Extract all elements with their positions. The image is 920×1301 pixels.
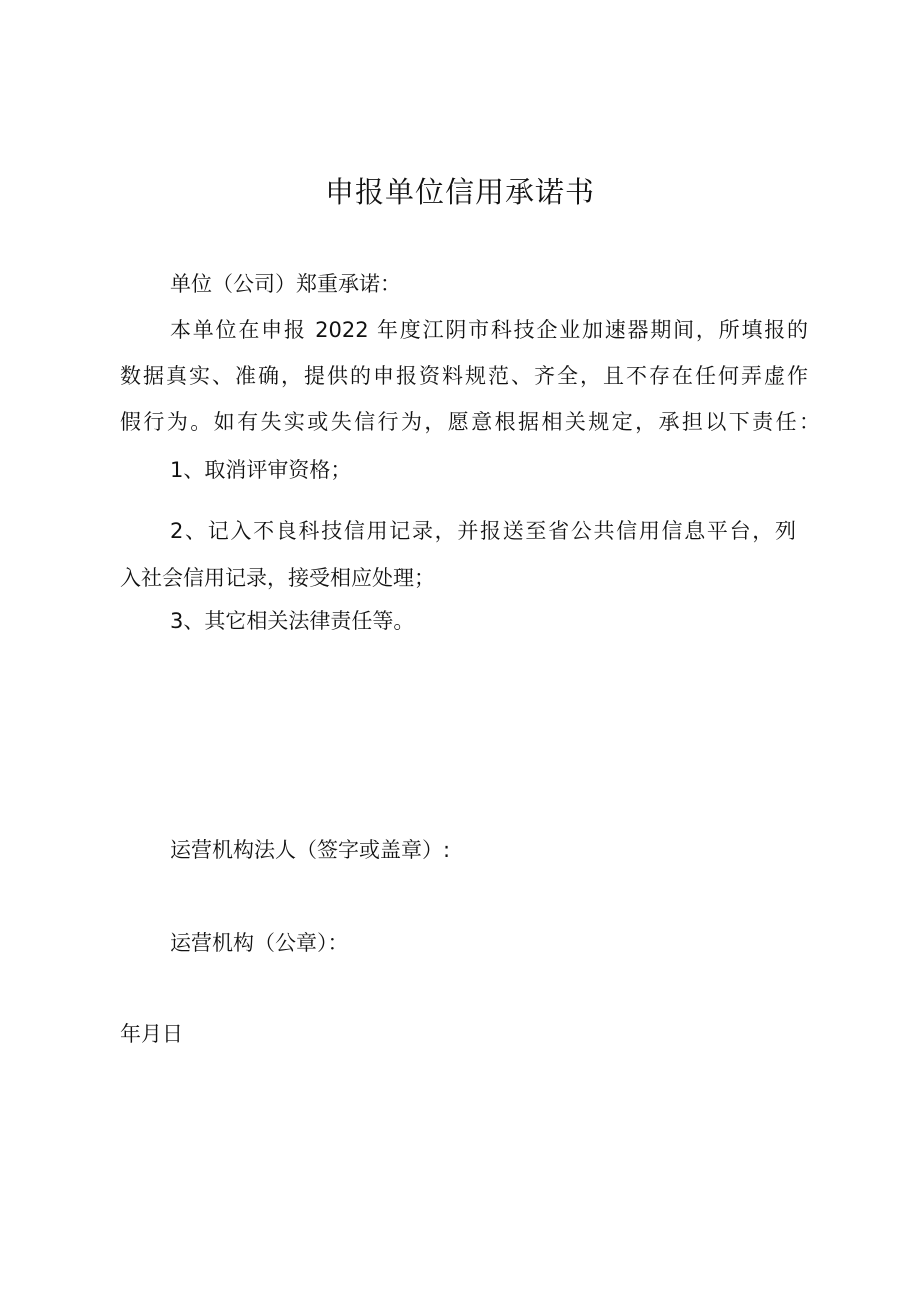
body-line-2: 数据真实、准确，提供的申报资料规范、齐全，且不存在任何弄虚作	[120, 364, 808, 388]
organization-seal-label: 运营机构（公章）：	[170, 931, 349, 955]
date-label: 年月日	[120, 1022, 183, 1046]
legal-representative-signature-label: 运营机构法人（签字或盖章）:	[170, 838, 451, 862]
responsibility-item-1: 1、取消评审资格；	[170, 458, 352, 482]
responsibility-item-2-line-2: 入社会信用记录，接受相应处理；	[120, 566, 435, 590]
salutation: 单位（公司）郑重承诺：	[170, 272, 401, 296]
body-line-3: 假行为。如有失实或失信行为，愿意根据相关规定，承担以下责任：	[120, 410, 820, 434]
responsibility-item-3: 3、其它相关法律责任等。	[170, 609, 415, 633]
body-line-1: 本单位在申报 2022 年度江阴市科技企业加速器期间，所填报的	[170, 318, 808, 342]
document-title: 申报单位信用承诺书	[324, 175, 595, 209]
responsibility-item-2-line-1: 2、记入不良科技信用记录，并报送至省公共信用信息平台，列	[170, 519, 796, 543]
